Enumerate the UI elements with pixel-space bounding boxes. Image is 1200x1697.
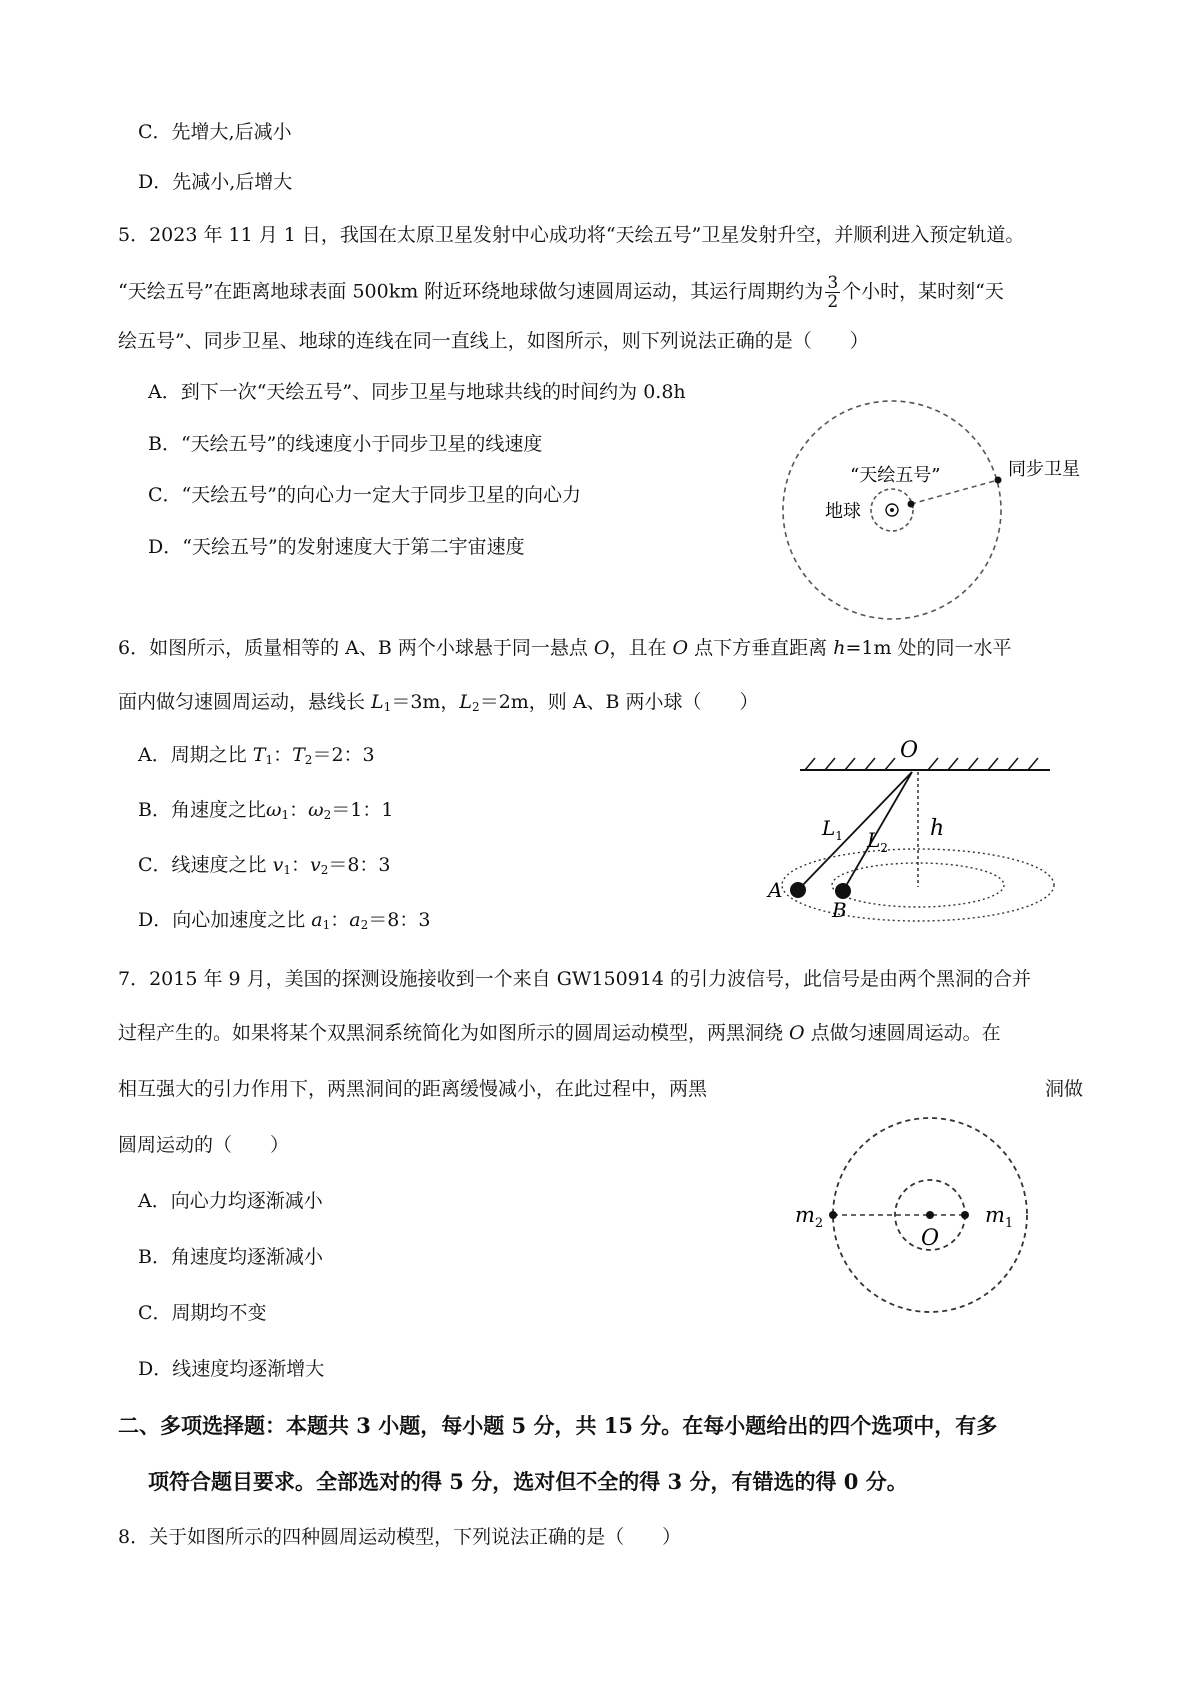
q5-orbit-figure xyxy=(770,365,1110,615)
ball-a xyxy=(790,882,806,898)
section2-heading-line2: 项符合题目要求。全部选对的得 5 分，选对但不全的得 3 分，有错选的得 0 分。 xyxy=(148,1469,908,1494)
q4-option-c: C．先增大,后减小 xyxy=(138,121,292,143)
m2-dot xyxy=(829,1211,837,1219)
q7-stem-line3a: 相互强大的引力作用下，两黑洞间的距离缓慢减小，在此过程中，两黑 xyxy=(118,1078,708,1100)
q7-binary-figure xyxy=(790,1105,1050,1325)
q6-pendulum-figure xyxy=(760,725,1060,920)
q8-stem-line1: 8．关于如图所示的四种圆周运动模型，下列说法正确的是（ ） xyxy=(118,1526,682,1548)
q5-option-b: B．“天绘五号”的线速度小于同步卫星的线速度 xyxy=(148,433,543,455)
q5-option-a: A．到下一次“天绘五号”、同步卫星与地球共线的时间约为 0.8h xyxy=(148,381,686,403)
orbit-a-ellipse xyxy=(782,849,1054,921)
label-sync-satellite: 同步卫星 xyxy=(1008,459,1080,480)
q7-option-a: A．向心力均逐渐减小 xyxy=(138,1190,323,1212)
string-l1 xyxy=(798,772,912,890)
label-o: O xyxy=(900,738,919,763)
q6-stem-line1: 6．如图所示，质量相等的 A、B 两个小球悬于同一悬点 O，且在 O 点下方垂直距离 h=1m 处的同一水平 xyxy=(118,637,1012,659)
section2-heading-line1: 二、多项选择题：本题共 3 小题，每小题 5 分，共 15 分。在每小题给出的四个选项中，有多 xyxy=(118,1413,998,1438)
tianhui-satellite-dot xyxy=(908,501,915,508)
label-l2: $L_2$ xyxy=(867,828,888,855)
q6-option-c: C．线速度之比 $v_1$：$v_2=8$：3 xyxy=(138,854,391,877)
q4-option-d: D．先减小,后增大 xyxy=(138,171,293,193)
q6-stem-line2: 面内做匀速圆周运动，悬线长 $L_1=3m$，$L_2=2m$，则 A、B 两小球（ ） xyxy=(118,691,759,714)
earth-marker-dot xyxy=(890,508,894,512)
q5-stem-line3: 绘五号”、同步卫星、地球的连线在同一直线上，如图所示，则下列说法正确的是（ ） xyxy=(118,330,869,352)
label-o: O xyxy=(921,1226,940,1251)
sync-satellite-dot xyxy=(995,477,1002,484)
q7-stem-line2: 过程产生的。如果将某个双黑洞系统简化为如图所示的圆周运动模型，两黑洞绕 O 点做匀速圆周运动。在 xyxy=(118,1022,1001,1044)
label-tianhui: “天绘五号” xyxy=(850,465,941,486)
ball-b xyxy=(835,883,851,899)
ceiling-hatching xyxy=(805,758,1038,770)
q7-option-c: C．周期均不变 xyxy=(138,1302,267,1324)
q7-option-d: D．线速度均逐渐增大 xyxy=(138,1358,325,1380)
q5-stem-line2: “天绘五号”在距离地球表面 500km 附近环绕地球做匀速圆周运动，其运行周期约为 $\frac{3}{2}$ 个小时，某时刻“天 xyxy=(118,273,1004,312)
q5-option-d: D．“天绘五号”的发射速度大于第二宇宙速度 xyxy=(148,536,525,558)
q5-option-c: C．“天绘五号”的向心力一定大于同步卫星的向心力 xyxy=(148,484,581,506)
label-m2: $m_2$ xyxy=(795,1203,824,1231)
o-dot xyxy=(926,1211,934,1219)
label-m1: $m_1$ xyxy=(985,1203,1014,1231)
q5-stem-line1: 5．2023 年 11 月 1 日，我国在太原卫星发射中心成功将“天绘五号”卫星发射升空，并顺利进入预定轨道。 xyxy=(118,224,1025,246)
q6-option-b: B．角速度之比$\omega_1$：$\omega_2=1$：1 xyxy=(138,799,394,822)
m1-dot xyxy=(961,1211,969,1219)
label-h: h xyxy=(930,816,945,841)
label-l1: $L_1$ xyxy=(822,816,843,843)
label-b: B xyxy=(832,898,847,922)
q5-fraction: $\frac{3}{2}$ xyxy=(827,273,839,312)
q6-option-a: A．周期之比 $T_1$：$T_2=2$：3 xyxy=(138,744,375,767)
q7-stem-line4: 圆周运动的（ ） xyxy=(118,1134,290,1156)
q7-stem-line3b: 洞做 xyxy=(1045,1078,1084,1100)
label-earth: 地球 xyxy=(825,501,861,522)
q6-option-d: D．向心加速度之比 $a_1$：$a_2=8$：3 xyxy=(138,909,431,932)
q7-stem-line1: 7．2015 年 9 月，美国的探测设施接收到一个来自 GW150914 的引力波信号，此信号是由两个黑洞的合并 xyxy=(118,968,1031,990)
label-a: A xyxy=(768,878,783,902)
q7-option-b: B．角速度均逐渐减小 xyxy=(138,1246,323,1268)
